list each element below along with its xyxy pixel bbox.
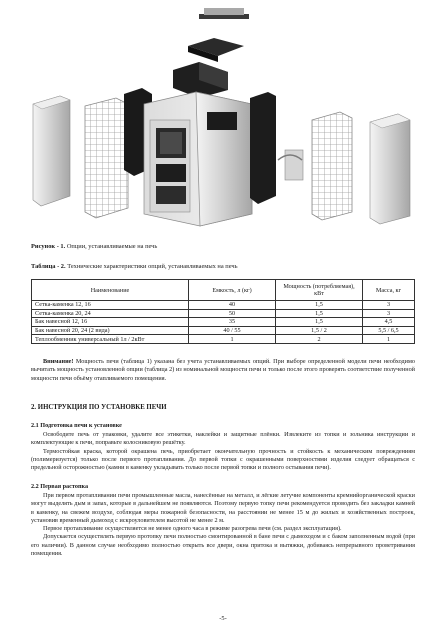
table-cell: 1,5 <box>276 318 363 327</box>
figure-caption-text: Опции, устанавливаемые на печь <box>65 243 158 250</box>
stove-options-figure <box>0 0 446 236</box>
figure-label: Рисунок - 1. <box>31 243 66 250</box>
table-row <box>32 301 415 310</box>
table-row <box>32 335 415 344</box>
right-water-tank <box>370 114 410 224</box>
attention-paragraph <box>31 358 415 383</box>
col-power-header: Мощность (потребляемая), кВт <box>276 280 363 301</box>
table-cell: 1 <box>189 335 276 344</box>
table-cell: 5,5 / 6,5 <box>363 326 415 335</box>
table-caption-text: Технические характеристики опций, устанавливаемых на печь <box>65 263 238 270</box>
attention-text: Мощность печи (таблица 1) указана без учета устанавливаемых опций. При выборе определенной модели печи необходимо вычитать мощность установленной опции (таблица 2) из номинальной мощности печи и только после этого проверять соответствие полученной мощности печи объёму отапливаемого помещения. <box>31 358 415 382</box>
first-firing-text <box>31 492 415 558</box>
col-mass-header: Масса, кг <box>363 280 415 301</box>
paragraph: Термостойкая краска, которой окрашена печь, приобретает окончательную прочность и стойкость к механическим повреждениям (полимеризуется) только после первого протапливания. До первой топки с окрашенными поверхностями изделия следует обращаться с предельной осторожностью (камни в каменку укладывать только после первой топки и полного остывания печи). <box>31 447 415 472</box>
hopper-part <box>173 62 228 98</box>
table-cell: Бак навесной 12, 16 <box>32 318 189 327</box>
table-cell: 3 <box>363 309 415 318</box>
right-side-panel <box>250 92 276 204</box>
table-cell: 1,5 <box>276 309 363 318</box>
table-cell: 1,5 / 2 <box>276 326 363 335</box>
table-caption <box>31 263 238 271</box>
options-spec-table <box>31 279 415 344</box>
preparation-text <box>31 431 415 472</box>
paragraph: При первом протапливании печи промышленные масла, нанесённые на металл, и лёгкие летучие компоненты кремнийорганической краски могут выделять дым и запах, которые в дальнейшем не появляются. Поэтому первую топку печи рекомендуется проводить без закладки камней в каменку, на свежем воздухе, соблюдая меры пожарной безопасности, на расстоянии не менее 15 м до жилых и хозяйственных построек, установив временный дымоход с искроуловителем высотой не менее 2 м. <box>31 492 415 524</box>
right-mesh-cage <box>312 112 352 220</box>
paragraph: Освободите печь от упаковки, удалите все этикетки, наклейки и защитные плёнки. Извлеките из топки и зольника инструкции и комплектующие к печи, поправьте колосниковую решётку. <box>31 431 415 447</box>
stove-body <box>144 92 252 226</box>
table-cell: Бак навесной 20, 24 (2 вида) <box>32 326 189 335</box>
col-name-header: Наименование <box>32 280 189 301</box>
page-number: -5- <box>219 615 227 622</box>
table-cell: Сетка-каменка 12, 16 <box>32 301 189 310</box>
table-label: Таблица - 2. <box>31 263 66 270</box>
table-row <box>32 326 415 335</box>
stone-grate-top <box>199 8 249 19</box>
table-cell: 35 <box>189 318 276 327</box>
table-cell: 3 <box>363 301 415 310</box>
left-mesh-cage <box>85 98 128 218</box>
table-header-row <box>32 280 415 301</box>
table-cell: 40 <box>189 301 276 310</box>
table-cell: 40 / 55 <box>189 326 276 335</box>
table-cell: 1 <box>363 335 415 344</box>
table-cell: 1,5 <box>276 301 363 310</box>
stone-basket-top <box>188 38 244 62</box>
table-cell: Сетка-каменка 20, 24 <box>32 309 189 318</box>
table-cell: 2 <box>276 335 363 344</box>
heat-exchanger <box>278 150 303 180</box>
subsection-title-preparation: 2.1 Подготовка печи к установке <box>31 422 122 429</box>
table-row <box>32 318 415 327</box>
paragraph: Первое протапливание осуществляется не менее одного часа в режиме разогрева печи (см. раздел эксплуатация). <box>43 525 342 533</box>
paragraph: Допускается осуществлять первую протопку печи полностью смонтированной в бане печи с дымоходом и с баком заполненным водой (при его наличии). В данном случае необходимо полностью открыть все двери, окна притока и вытяжки, добиваясь непрерывного проветривания помещения. <box>31 533 415 558</box>
left-water-tank <box>33 96 70 206</box>
col-capacity-header: Емкость, л (кг) <box>189 280 276 301</box>
subsection-title-first-firing: 2.2 Первая растопка <box>31 483 89 490</box>
table-cell: 50 <box>189 309 276 318</box>
attention-label: Внимание! <box>43 358 74 365</box>
table-cell: 4,5 <box>363 318 415 327</box>
figure-caption <box>31 243 157 251</box>
table-cell: Теплообменник универсальный 1л / 2кВт <box>32 335 189 344</box>
table-row <box>32 309 415 318</box>
section-title: 2. ИНСТРУКЦИЯ ПО УСТАНОВКЕ ПЕЧИ <box>31 404 167 411</box>
